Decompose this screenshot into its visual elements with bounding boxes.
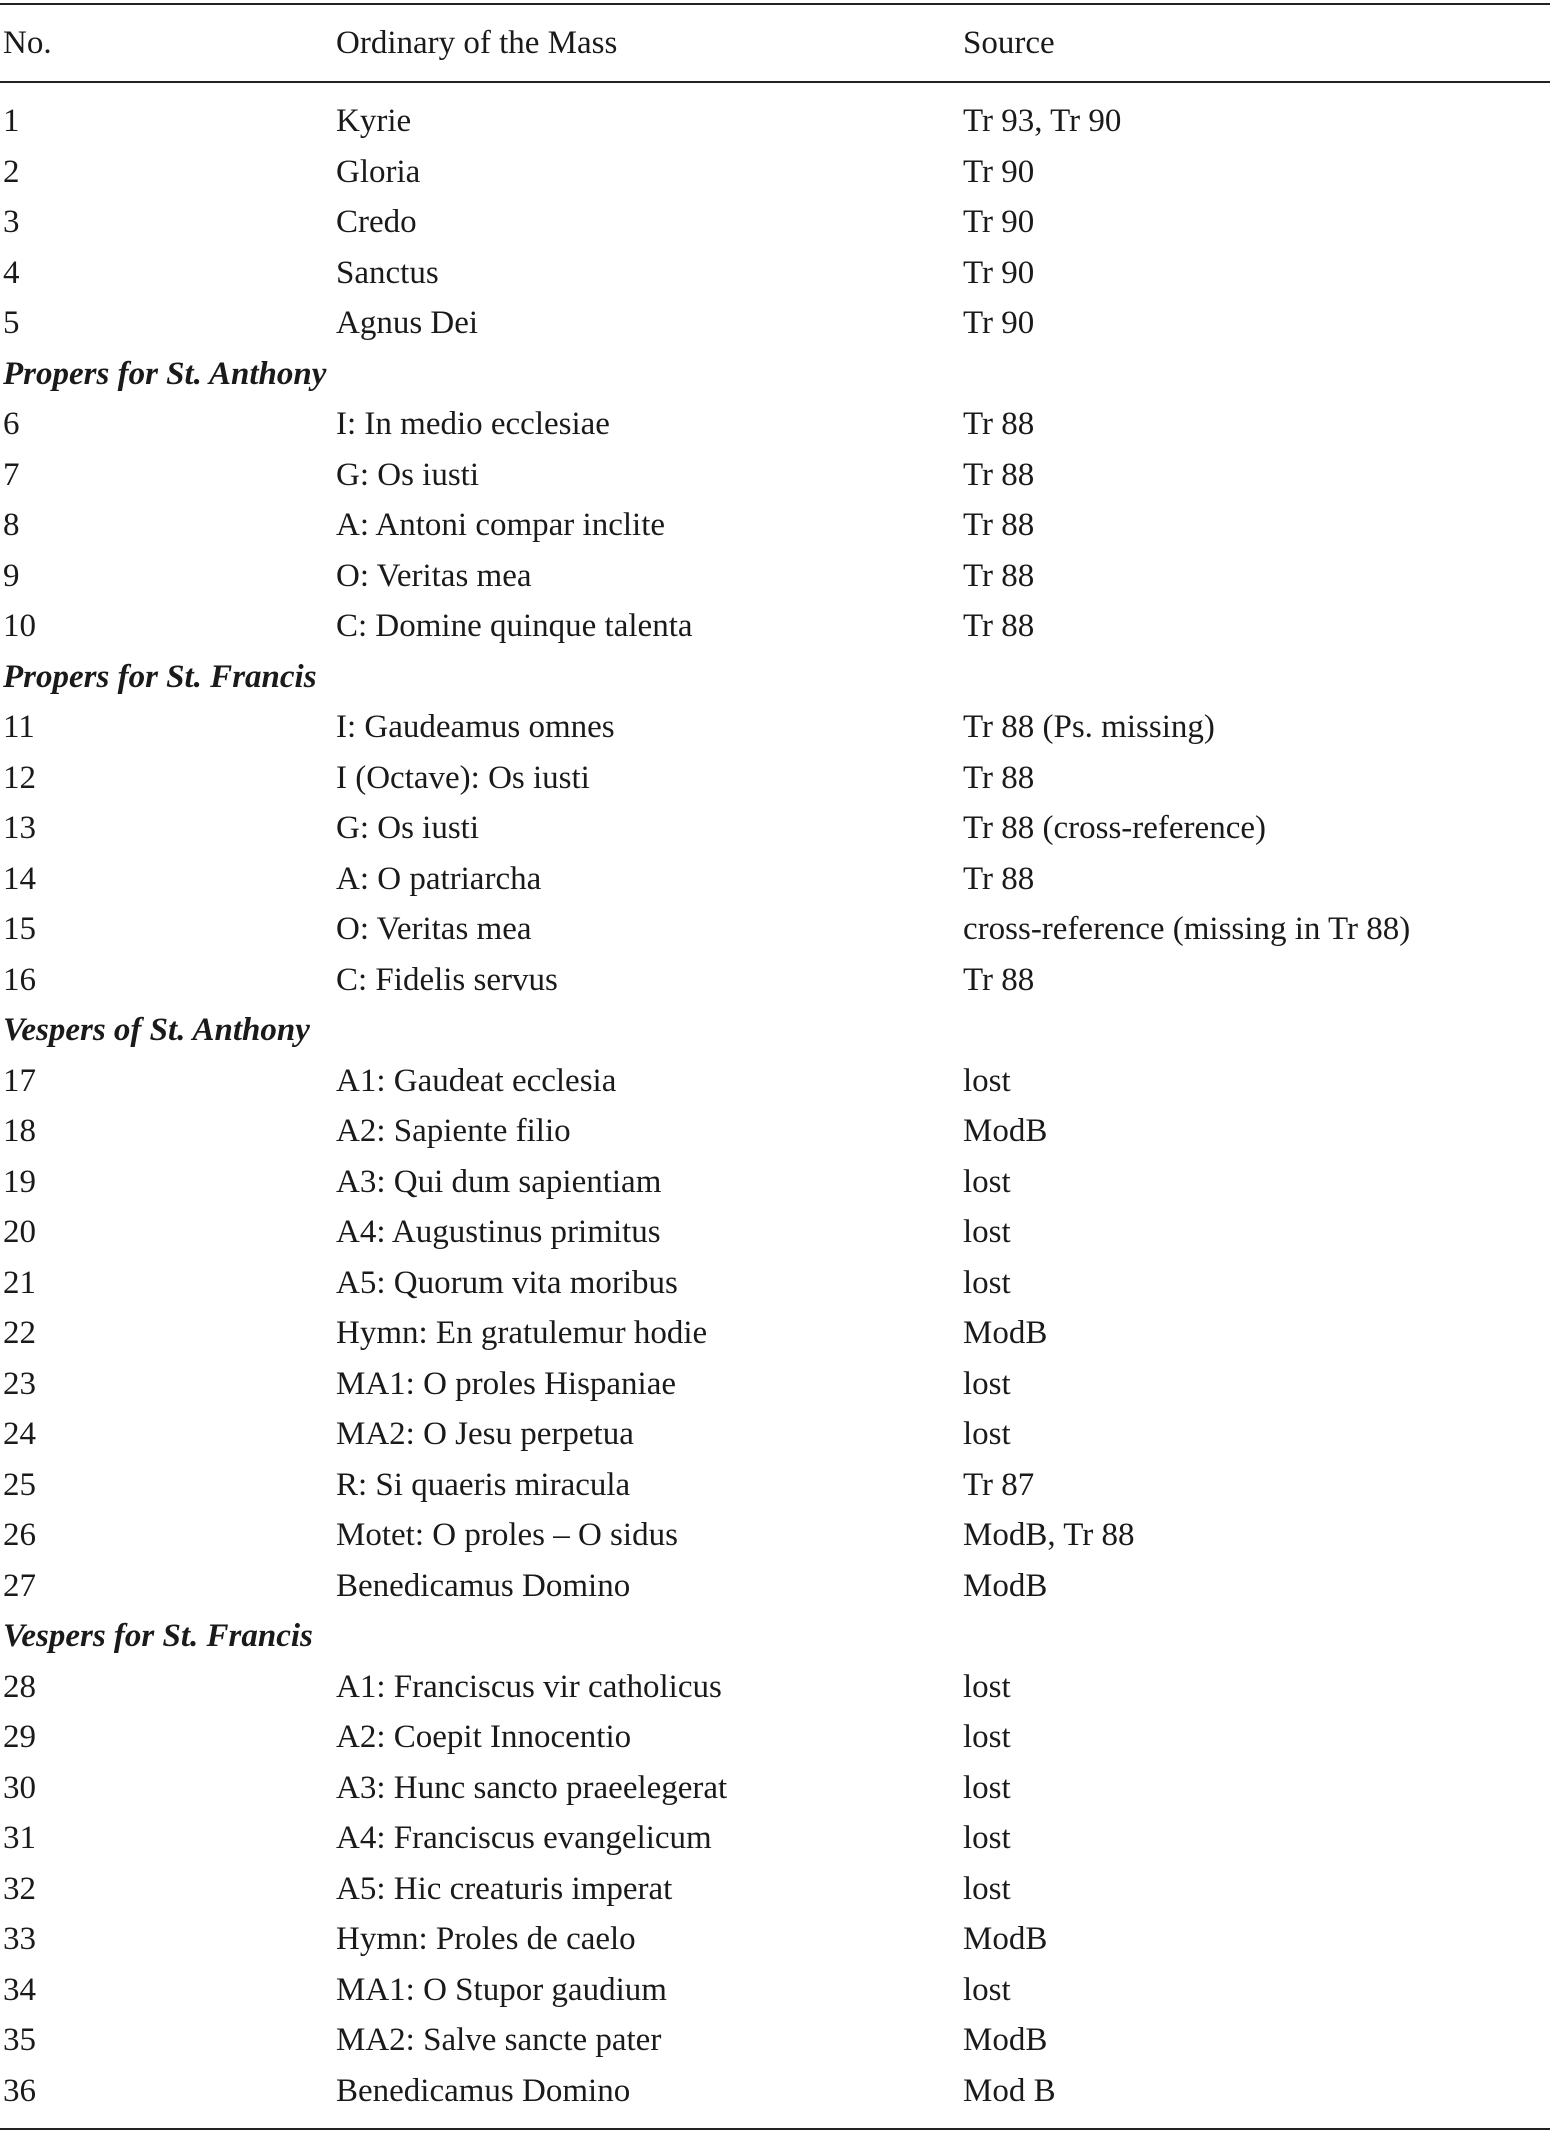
cell-no: 36 (3, 2072, 36, 2109)
cell-source: lost (963, 1719, 1011, 1755)
table-row (0, 2015, 1550, 2065)
table-row (0, 1914, 1550, 1964)
table-row (0, 399, 1550, 449)
cell-source: ModB, Tr 88 (963, 1517, 1135, 1553)
cell-source: lost (963, 1416, 1011, 1452)
cell-no: 35 (3, 2022, 36, 2058)
cell-no: 34 (3, 1971, 36, 2008)
table-row (0, 2066, 1550, 2116)
cell-no: 10 (3, 608, 36, 644)
cell-item: Agnus Dei (336, 305, 479, 341)
cell-source: Tr 88 (cross-reference) (963, 810, 1266, 846)
cell-source: lost (963, 1163, 1011, 1200)
cell-no: 17 (3, 1062, 36, 1099)
cell-item: A4: Franciscus evangelicum (336, 1820, 712, 1856)
table-bottom-rule (0, 2128, 1550, 2130)
cell-source: Tr 93, Tr 90 (963, 103, 1122, 139)
cell-no: 25 (3, 1466, 36, 1503)
table-row (0, 1864, 1550, 1914)
table-row (0, 1510, 1550, 1560)
section-title: Propers for St. Anthony (3, 355, 327, 392)
table-row (0, 803, 1550, 853)
table-row (0, 1712, 1550, 1762)
table-row (0, 551, 1550, 601)
table-row (0, 702, 1550, 752)
cell-no: 33 (3, 1921, 36, 1957)
cell-source: lost (963, 1769, 1011, 1806)
cell-item: Benedicamus Domino (336, 1567, 631, 1604)
cell-no: 8 (3, 507, 20, 543)
section-heading-row (0, 652, 1550, 702)
cell-no: 12 (3, 759, 36, 796)
cell-source: Tr 90 (963, 305, 1035, 341)
table-row (0, 1965, 1550, 2015)
cell-item: Hymn: Proles de caelo (336, 1921, 636, 1957)
cell-item: I: Gaudeamus omnes (336, 709, 615, 745)
cell-item: MA2: Salve sancte pater (336, 2022, 662, 2058)
cell-source: ModB (963, 1315, 1048, 1351)
cell-no: 32 (3, 1870, 36, 1907)
table-top-rule (0, 3, 1550, 5)
table-row (0, 1409, 1550, 1459)
cell-item: Gloria (336, 153, 421, 190)
table-row (0, 1561, 1550, 1611)
header-no: No. (3, 25, 52, 61)
cell-item: A: O patriarcha (336, 860, 542, 897)
cell-source: Tr 88 (963, 557, 1035, 594)
cell-item: A: Antoni compar inclite (336, 507, 666, 543)
table-row (0, 298, 1550, 348)
section-title: Vespers for St. Francis (3, 1618, 313, 1654)
cell-no: 19 (3, 1163, 36, 1200)
cell-no: 9 (3, 557, 20, 594)
cell-no: 20 (3, 1214, 36, 1250)
table-header-row (0, 18, 1550, 68)
cell-no: 22 (3, 1315, 36, 1351)
cell-item: A2: Sapiente filio (336, 1113, 571, 1149)
cell-no: 2 (3, 153, 20, 190)
cell-source: ModB (963, 2022, 1048, 2058)
cell-item: O: Veritas mea (336, 557, 532, 594)
cell-source: cross-reference (missing in Tr 88) (963, 911, 1411, 947)
cell-source: lost (963, 1971, 1011, 2008)
cell-item: A2: Coepit Innocentio (336, 1719, 632, 1755)
header-source: Source (963, 25, 1055, 61)
section-heading-row (0, 1005, 1550, 1055)
cell-no: 4 (3, 254, 20, 291)
cell-source: lost (963, 1820, 1011, 1856)
cell-source: lost (963, 1870, 1011, 1907)
cell-no: 1 (3, 103, 20, 139)
cell-no: 29 (3, 1719, 36, 1755)
cell-item: A1: Franciscus vir catholicus (336, 1668, 722, 1705)
cell-item: C: Domine quinque talenta (336, 608, 693, 644)
cell-no: 11 (3, 709, 35, 745)
cell-no: 27 (3, 1567, 36, 1604)
cell-no: 15 (3, 911, 36, 947)
table-row (0, 753, 1550, 803)
cell-source: lost (963, 1668, 1011, 1705)
cell-item: G: Os iusti (336, 810, 480, 846)
cell-source: Tr 88 (Ps. missing) (963, 709, 1215, 745)
cell-no: 6 (3, 406, 20, 442)
table-row (0, 1258, 1550, 1308)
cell-source: Tr 90 (963, 254, 1035, 291)
table-row (0, 248, 1550, 298)
cell-item: A3: Hunc sancto praeelegerat (336, 1769, 728, 1806)
cell-no: 16 (3, 961, 36, 998)
cell-item: A4: Augustinus primitus (336, 1214, 661, 1250)
section-title: Propers for St. Francis (3, 658, 317, 695)
cell-source: lost (963, 1214, 1011, 1250)
cell-item: Hymn: En gratulemur hodie (336, 1315, 708, 1351)
section-heading-row (0, 1611, 1550, 1661)
table-row (0, 96, 1550, 146)
cell-no: 13 (3, 810, 36, 846)
table-row (0, 1813, 1550, 1863)
cell-item: I (Octave): Os iusti (336, 759, 590, 796)
cell-item: Sanctus (336, 254, 439, 291)
cell-no: 5 (3, 305, 20, 341)
cell-source: Tr 88 (963, 456, 1035, 493)
cell-no: 23 (3, 1365, 36, 1402)
section-heading-row (0, 349, 1550, 399)
header-ordinary: Ordinary of the Mass (336, 25, 618, 61)
cell-item: A3: Qui dum sapientiam (336, 1163, 662, 1200)
cell-item: Motet: O proles – O sidus (336, 1517, 678, 1553)
table-row (0, 1763, 1550, 1813)
cell-item: A1: Gaudeat ecclesia (336, 1062, 617, 1099)
cell-item: Credo (336, 204, 417, 240)
cell-item: O: Veritas mea (336, 911, 532, 947)
cell-no: 3 (3, 204, 20, 240)
cell-source: Tr 90 (963, 153, 1035, 190)
cell-source: ModB (963, 1921, 1048, 1957)
cell-item: Benedicamus Domino (336, 2072, 631, 2109)
cell-no: 26 (3, 1517, 36, 1553)
cell-no: 28 (3, 1668, 36, 1705)
cell-item: R: Si quaeris miracula (336, 1466, 631, 1503)
cell-item: G: Os iusti (336, 456, 480, 493)
cell-source: Tr 88 (963, 406, 1035, 442)
cell-no: 21 (3, 1264, 36, 1301)
cell-item: MA2: O Jesu perpetua (336, 1416, 634, 1452)
cell-source: lost (963, 1365, 1011, 1402)
cell-no: 31 (3, 1820, 36, 1856)
table-row (0, 1359, 1550, 1409)
cell-source: Tr 87 (963, 1466, 1035, 1503)
cell-item: A5: Quorum vita moribus (336, 1264, 678, 1301)
cell-source: Tr 90 (963, 204, 1035, 240)
table-row (0, 904, 1550, 954)
cell-item: MA1: O proles Hispaniae (336, 1365, 677, 1402)
cell-source: ModB (963, 1113, 1048, 1149)
table-row (0, 197, 1550, 247)
cell-item: I: In medio ecclesiae (336, 406, 610, 442)
cell-no: 7 (3, 456, 20, 493)
table-row (0, 1056, 1550, 1106)
table-row (0, 1106, 1550, 1156)
cell-source: Tr 88 (963, 759, 1035, 796)
table-row (0, 854, 1550, 904)
cell-no: 18 (3, 1113, 36, 1149)
cell-source: lost (963, 1264, 1011, 1301)
table-row (0, 1460, 1550, 1510)
table-row (0, 601, 1550, 651)
cell-source: Tr 88 (963, 860, 1035, 897)
table-row (0, 500, 1550, 550)
section-title: Vespers of St. Anthony (3, 1012, 310, 1048)
table-row (0, 147, 1550, 197)
table-row (0, 1157, 1550, 1207)
table-row (0, 955, 1550, 1005)
cell-source: Tr 88 (963, 507, 1035, 543)
cell-no: 14 (3, 860, 36, 897)
cell-item: MA1: O Stupor gaudium (336, 1971, 667, 2008)
cell-no: 24 (3, 1416, 36, 1452)
cell-source: Mod B (963, 2072, 1056, 2109)
table-header-rule (0, 81, 1550, 83)
cell-item: C: Fidelis servus (336, 961, 558, 998)
cell-source: lost (963, 1062, 1011, 1099)
table-row (0, 450, 1550, 500)
cell-item: A5: Hic creaturis imperat (336, 1870, 673, 1907)
table-row (0, 1662, 1550, 1712)
cell-source: Tr 88 (963, 961, 1035, 998)
cell-no: 30 (3, 1769, 36, 1806)
table-row (0, 1308, 1550, 1358)
cell-item: Kyrie (336, 103, 412, 139)
cell-source: Tr 88 (963, 608, 1035, 644)
table-row (0, 1207, 1550, 1257)
cell-source: ModB (963, 1567, 1048, 1604)
